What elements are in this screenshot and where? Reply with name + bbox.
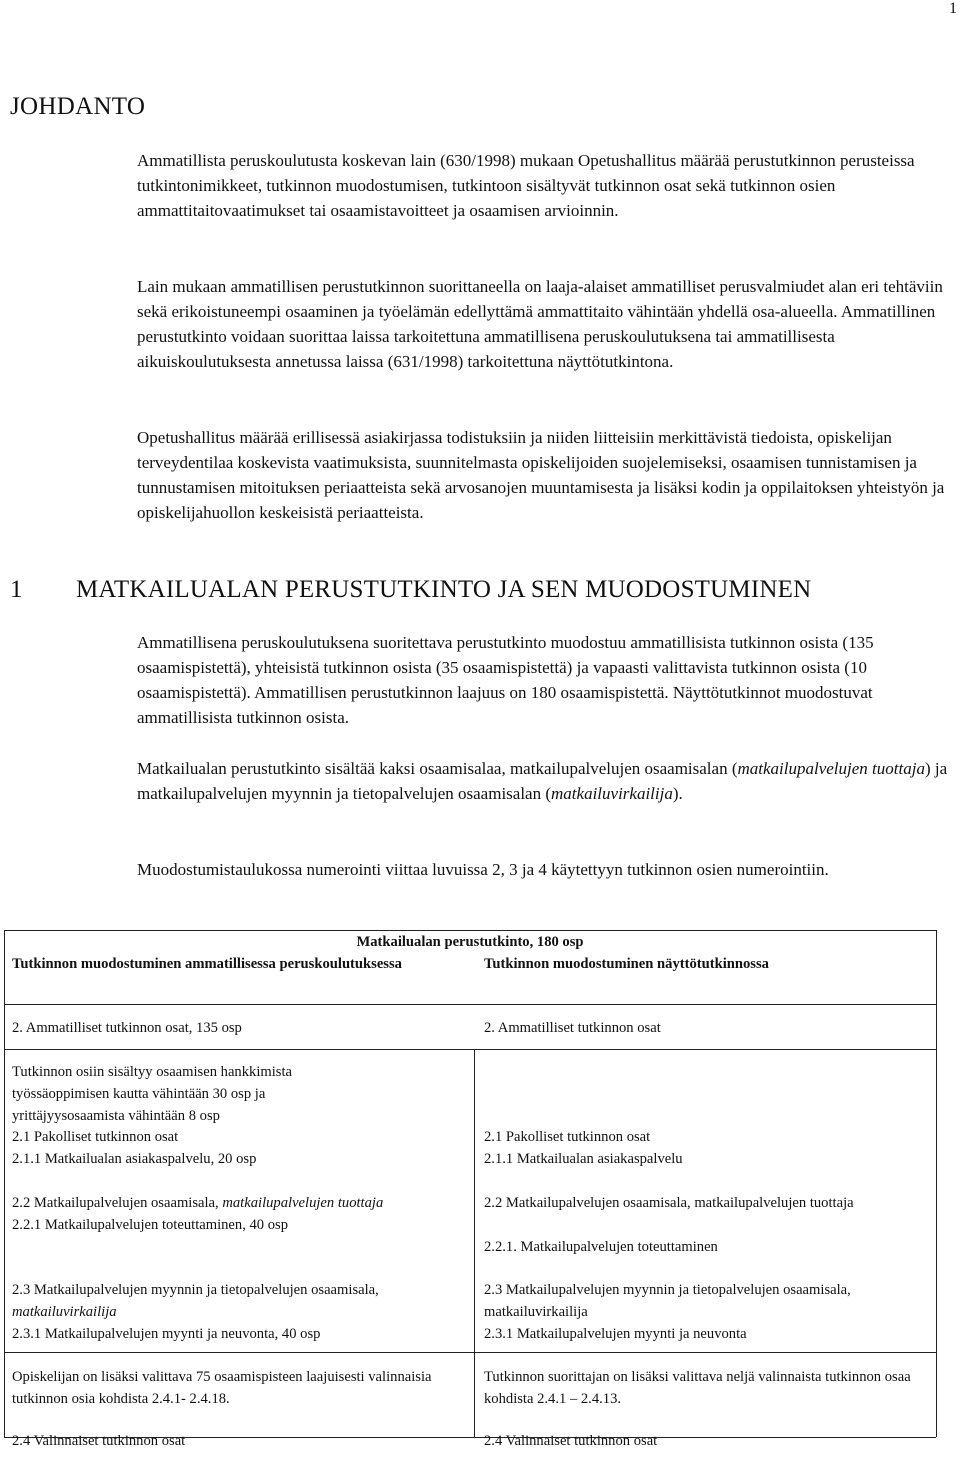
right-optional-note: Tutkinnon suorittajan on lisäksi valittava neljä valinnaista tutkinnon osaa kohdista 2.4.1 – 2.4.13. <box>484 1369 911 1407</box>
section-paragraph-2 <box>137 756 959 806</box>
left-work-learning-note: Tutkinnon osiin sisältyy osaamisen hankkimista työssäoppimisen kautta vähintään 30 osp ja yrittäjyysosaamista vähintään 8 osp <box>12 1064 292 1124</box>
left-sales-advice: 2.3.1 Matkailupalvelujen myynti ja neuvonta, 40 osp <box>12 1326 321 1342</box>
left-sales-area-title: matkailuvirkailija <box>12 1304 117 1320</box>
left-column-header: Tutkinnon muodostuminen ammatillisessa peruskoulutuksessa <box>12 956 402 972</box>
intro-heading: JOHDANTO <box>10 93 146 120</box>
intro-paragraph-1: Ammatillista peruskoulutusta koskevan lain (630/1998) mukaan Opetushallitus määrää perustutkinnon perusteissa tutkintonimikkeet, tutkinnon muodostumisen, tutkintoon sisältyvät tutkinnon osat sekä tutkinnon osien ammattitaitovaatimukset tai osaamistavoitteet ja osaamisen arvioinnin. <box>137 151 915 220</box>
left-optional-note: Opiskelijan on lisäksi valittava 75 osaamispisteen laajuisesti valinnaisia tutkinnon osia kohdista 2.4.1- 2.4.18. <box>12 1369 432 1407</box>
right-services-implementation: 2.2.1. Matkailupalvelujen toteuttaminen <box>484 1239 718 1255</box>
section-p2-italic-2: matkailuvirkailija <box>551 784 673 803</box>
left-services-area-text: 2.2 Matkailupalvelujen osaamisala, <box>12 1195 223 1211</box>
section-p2-text-a: Matkailualan perustutkinto sisältää kaksi osaamisalaa, matkailupalvelujen osaamisalan ( <box>137 759 738 778</box>
right-column-header: Tutkinnon muodostuminen näyttötutkinnossa <box>484 956 769 972</box>
table-right-border <box>936 930 937 1437</box>
section-p2-italic-1: matkailupalvelujen tuottaja <box>737 759 925 778</box>
left-optional-parts: 2.4 Valinnaiset tutkinnon osat <box>12 1433 186 1449</box>
section-heading <box>10 575 811 605</box>
left-services-implementation: 2.2.1 Matkailupalvelujen toteuttaminen, 40 osp <box>12 1217 289 1233</box>
left-mandatory-parts: 2.1 Pakolliset tutkinnon osat <box>12 1129 179 1145</box>
table-column-divider <box>474 1049 475 1437</box>
table-divider <box>4 1352 936 1353</box>
left-professional-parts: 2. Ammatilliset tutkinnon osat, 135 osp <box>12 1020 242 1036</box>
table-title: Matkailualan perustutkinto, 180 osp <box>356 934 584 950</box>
left-services-area <box>12 1192 472 1214</box>
section-p2-text-c: ). <box>672 784 683 803</box>
table-divider <box>4 1049 936 1050</box>
section-paragraph-1: Ammatillisena peruskoulutuksena suoritettava perustutkinto muodostuu ammatillisista tutkinnon osista (135 osaamispistettä), yhteisistä tutkinnon osista (35 osaamispistettä) ja vapaasti valittavista tutkinnon osista (10 osaamispistettä). Ammatillisen perustutkinnon laajuus on 180 osaamispistettä. Näyttötutkinnot muodostuvat ammatillisista tutkinnon osista. <box>137 633 874 727</box>
intro-paragraph-3: Opetushallitus määrää erillisessä asiakirjassa todistuksiin ja niiden liitteisiin merkittävistä tiedoista, opiskelijan terveydentilaa koskevista vaatimuksista, suunnitelmasta opiskelijoiden suojelemiseksi, osaamisen tunnistamisen ja tunnustamisen mitoituksen periaatteista sekä arvosanojen muuntamisesta ja lisäksi kodin ja oppilaitoksen yhteistyön ja opiskelijahuollon keskeisistä periaatteista. <box>137 428 945 522</box>
right-customer-service: 2.1.1 Matkailualan asiakaspalvelu <box>484 1151 683 1167</box>
right-sales-area: 2.3 Matkailupalvelujen myynnin ja tietopalvelujen osaamisala, matkailuvirkailija <box>484 1282 851 1320</box>
right-professional-parts: 2. Ammatilliset tutkinnon osat <box>484 1020 661 1036</box>
section-title: MATKAILUALAN PERUSTUTKINTO JA SEN MUODOSTUMINEN <box>76 576 812 603</box>
right-services-area: 2.2 Matkailupalvelujen osaamisala, matkailupalvelujen tuottaja <box>484 1195 854 1211</box>
intro-paragraph-2: Lain mukaan ammatillisen perustutkinnon suorittaneella on laaja-alaiset ammatilliset perusvalmiudet alan eri tehtäviin sekä erikoistuneempi osaaminen ja työelämän edellyttämä ammattitaito vähintään yhdellä osa-alueella. Ammatillinen perustutkinto voidaan suorittaa laissa tarkoitettuna ammatillisena peruskoulutuksena tai ammatillisesta aikuiskoulutuksesta annetussa laissa (631/1998) tarkoitettuna näyttötutkintona. <box>137 277 943 371</box>
section-paragraph-3: Muodostumistaulukossa numerointi viittaa luvuissa 2, 3 ja 4 käytettyyn tutkinnon osien numerointiin. <box>137 860 829 879</box>
table-divider <box>4 1004 936 1005</box>
section-number: 1 <box>10 576 23 603</box>
table-left-border <box>4 930 5 1437</box>
left-customer-service: 2.1.1 Matkailualan asiakaspalvelu, 20 osp <box>12 1151 257 1167</box>
right-mandatory-parts: 2.1 Pakolliset tutkinnon osat <box>484 1129 651 1145</box>
right-sales-advice: 2.3.1 Matkailupalvelujen myynti ja neuvonta <box>484 1326 747 1342</box>
page-number: 1 <box>949 0 957 17</box>
left-sales-area-text: 2.3 Matkailupalvelujen myynnin ja tietopalvelujen osaamisala, <box>12 1282 379 1298</box>
right-optional-parts: 2.4 Valinnaiset tutkinnon osat <box>484 1433 658 1449</box>
left-sales-area <box>12 1279 412 1323</box>
left-services-area-title: matkailupalvelujen tuottaja <box>222 1195 384 1211</box>
section-p2-text-b: ) ja matkailupalvelujen myynnin ja tietopalvelujen osaamisalan ( <box>137 759 948 803</box>
